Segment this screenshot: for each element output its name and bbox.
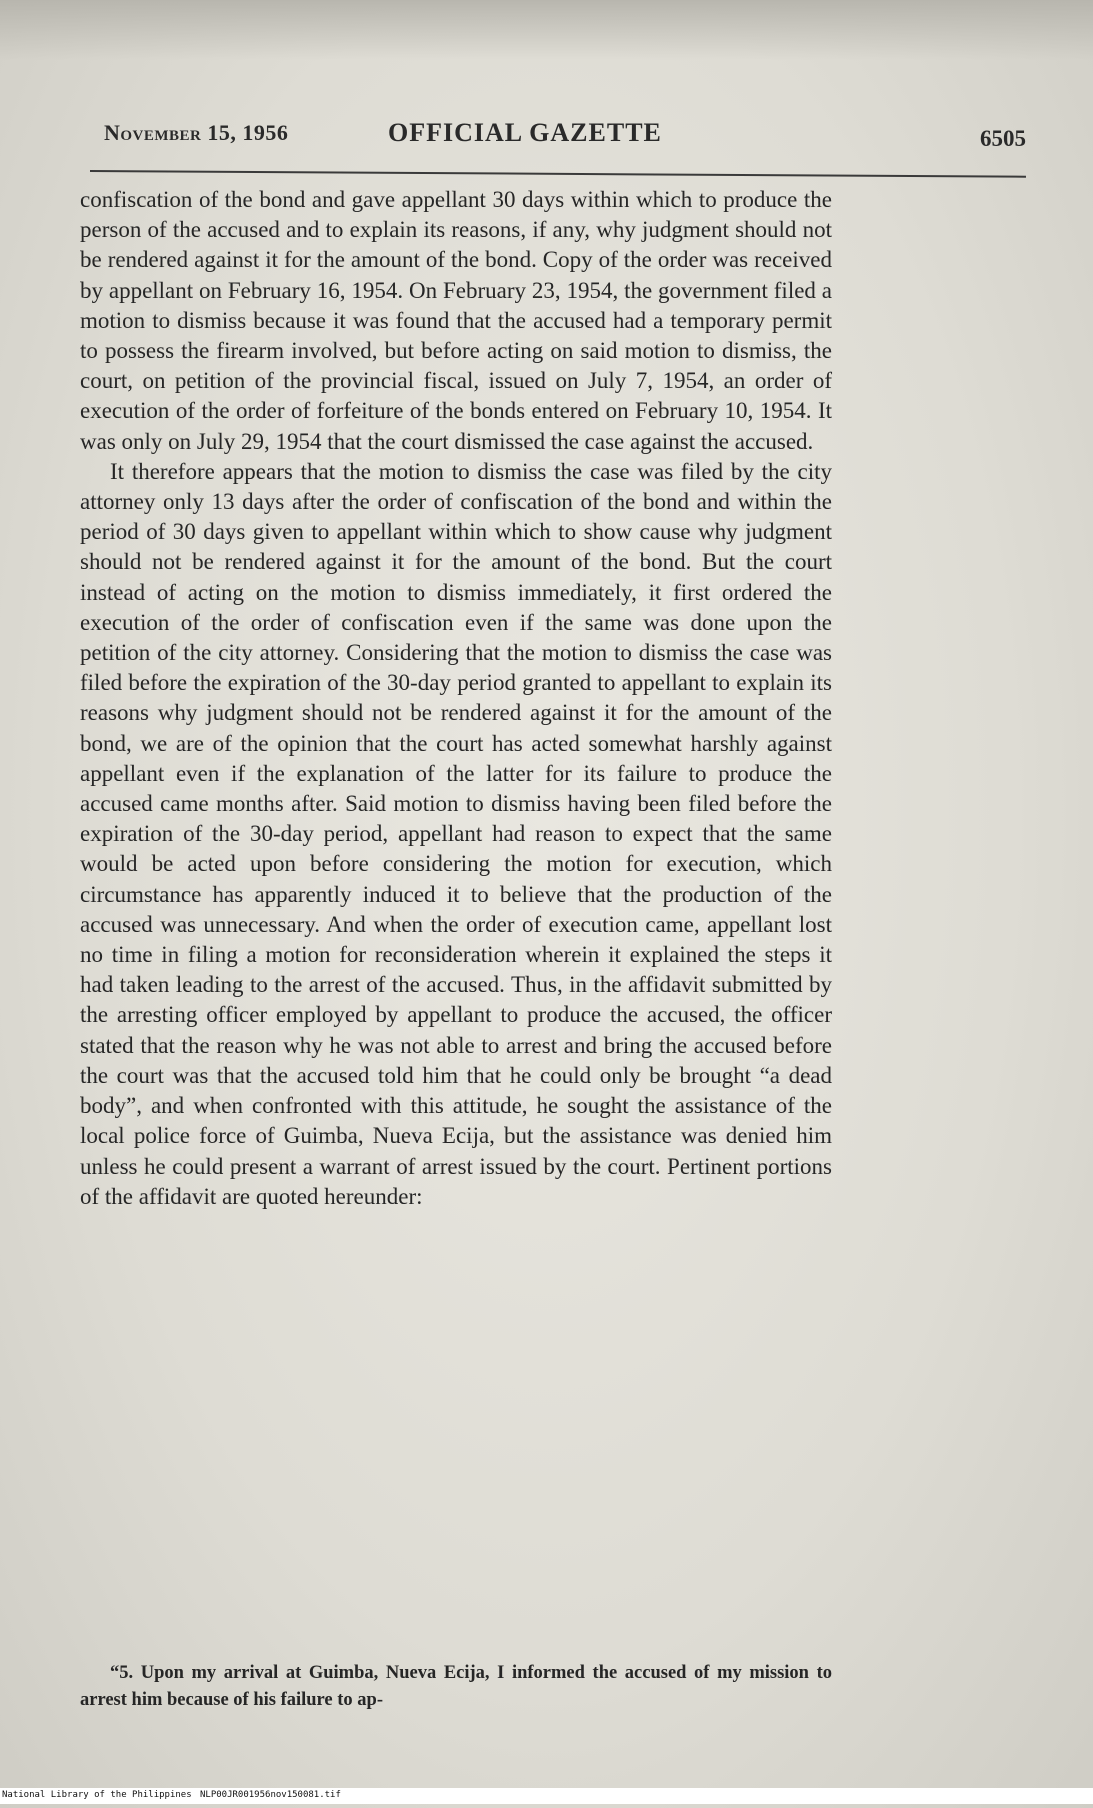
footer-filename: NLP00JR001956nov150081.tif	[200, 1790, 341, 1800]
header-title: OFFICIAL GAZETTE	[388, 118, 662, 147]
footer-source: National Library of the Philippines	[2, 1790, 192, 1800]
paragraph-2: It therefore appears that the motion to dismiss the case was filed by the city attorney only 13 days after the order of confiscation of the bond and within the period of 30 days given to appellant within which to show cause why judgment should not be rendered against it for the amount of the bond. But the court instead of acting on the motion to dismiss immediately, it first ordered the execution of the order of confiscation even if the same was done upon the petition of the city attorney. Considering that the motion to dismiss the case was filed before the expiration of the 30-day period granted to appellant to explain its reasons why judgment should not be rendered against it for the amount of the bond, we are of the opinion that the court has acted somewhat harshly against appellant even if the explanation of the latter for its failure to produce the accused came months after. Said motion to dismiss having been filed before the expiration of the 30-day period, appellant had reason to expect that the same would be acted upon before considering the motion for execution, which circumstance has apparently induced it to believe that the production of the accused was unnecessary. And when the order of execution came, appellant lost no time in filing a motion for reconsideration wherein it explained the steps it had taken leading to the arrest of the accused. Thus, in the affidavit submitted by the arresting officer employed by appellant to produce the accused, the officer stated that the reason why he was not able to arrest and bring the accused before the court was that the accused told him that he could only be brought “a dead body”, and when confronted with this attitude, he sought the assistance of the local police force of Guimba, Nueva Ecija, but the assistance was denied him unless he could present a warrant of arrest issued by the court. Pertinent portions of the affidavit are quoted hereunder:	[80, 458, 832, 1209]
page-header	[104, 118, 1026, 162]
header-rule	[90, 170, 1026, 178]
header-date: November 15, 1956	[104, 120, 289, 145]
body-text	[80, 185, 832, 1212]
page-number: 6505	[980, 126, 1026, 151]
paragraph-1: confiscation of the bond and gave appellant 30 days within which to produce the person of the accused and to explain its reasons, if any, why judgment should not be rendered against it for the amount of the bond. Copy of the order was received by appellant on February 16, 1954. On February 23, 1954, the government filed a motion to dismiss because it was found that the accused had a temporary permit to possess the firearm involved, but before acting on said motion to dismiss, the court, on petition of the provincial fiscal, issued on July 7, 1954, an order of execution of the order of forfeiture of the bonds entered on February 10, 1954. It was only on July 29, 1954 that the court dismissed the case against the accused.	[80, 187, 832, 454]
scan-footer	[0, 1788, 1093, 1804]
affidavit-quote: “5. Upon my arrival at Guimba, Nueva Ecija, I informed the accused of my mission to arrest him because of his failure to ap-	[80, 1663, 832, 1710]
